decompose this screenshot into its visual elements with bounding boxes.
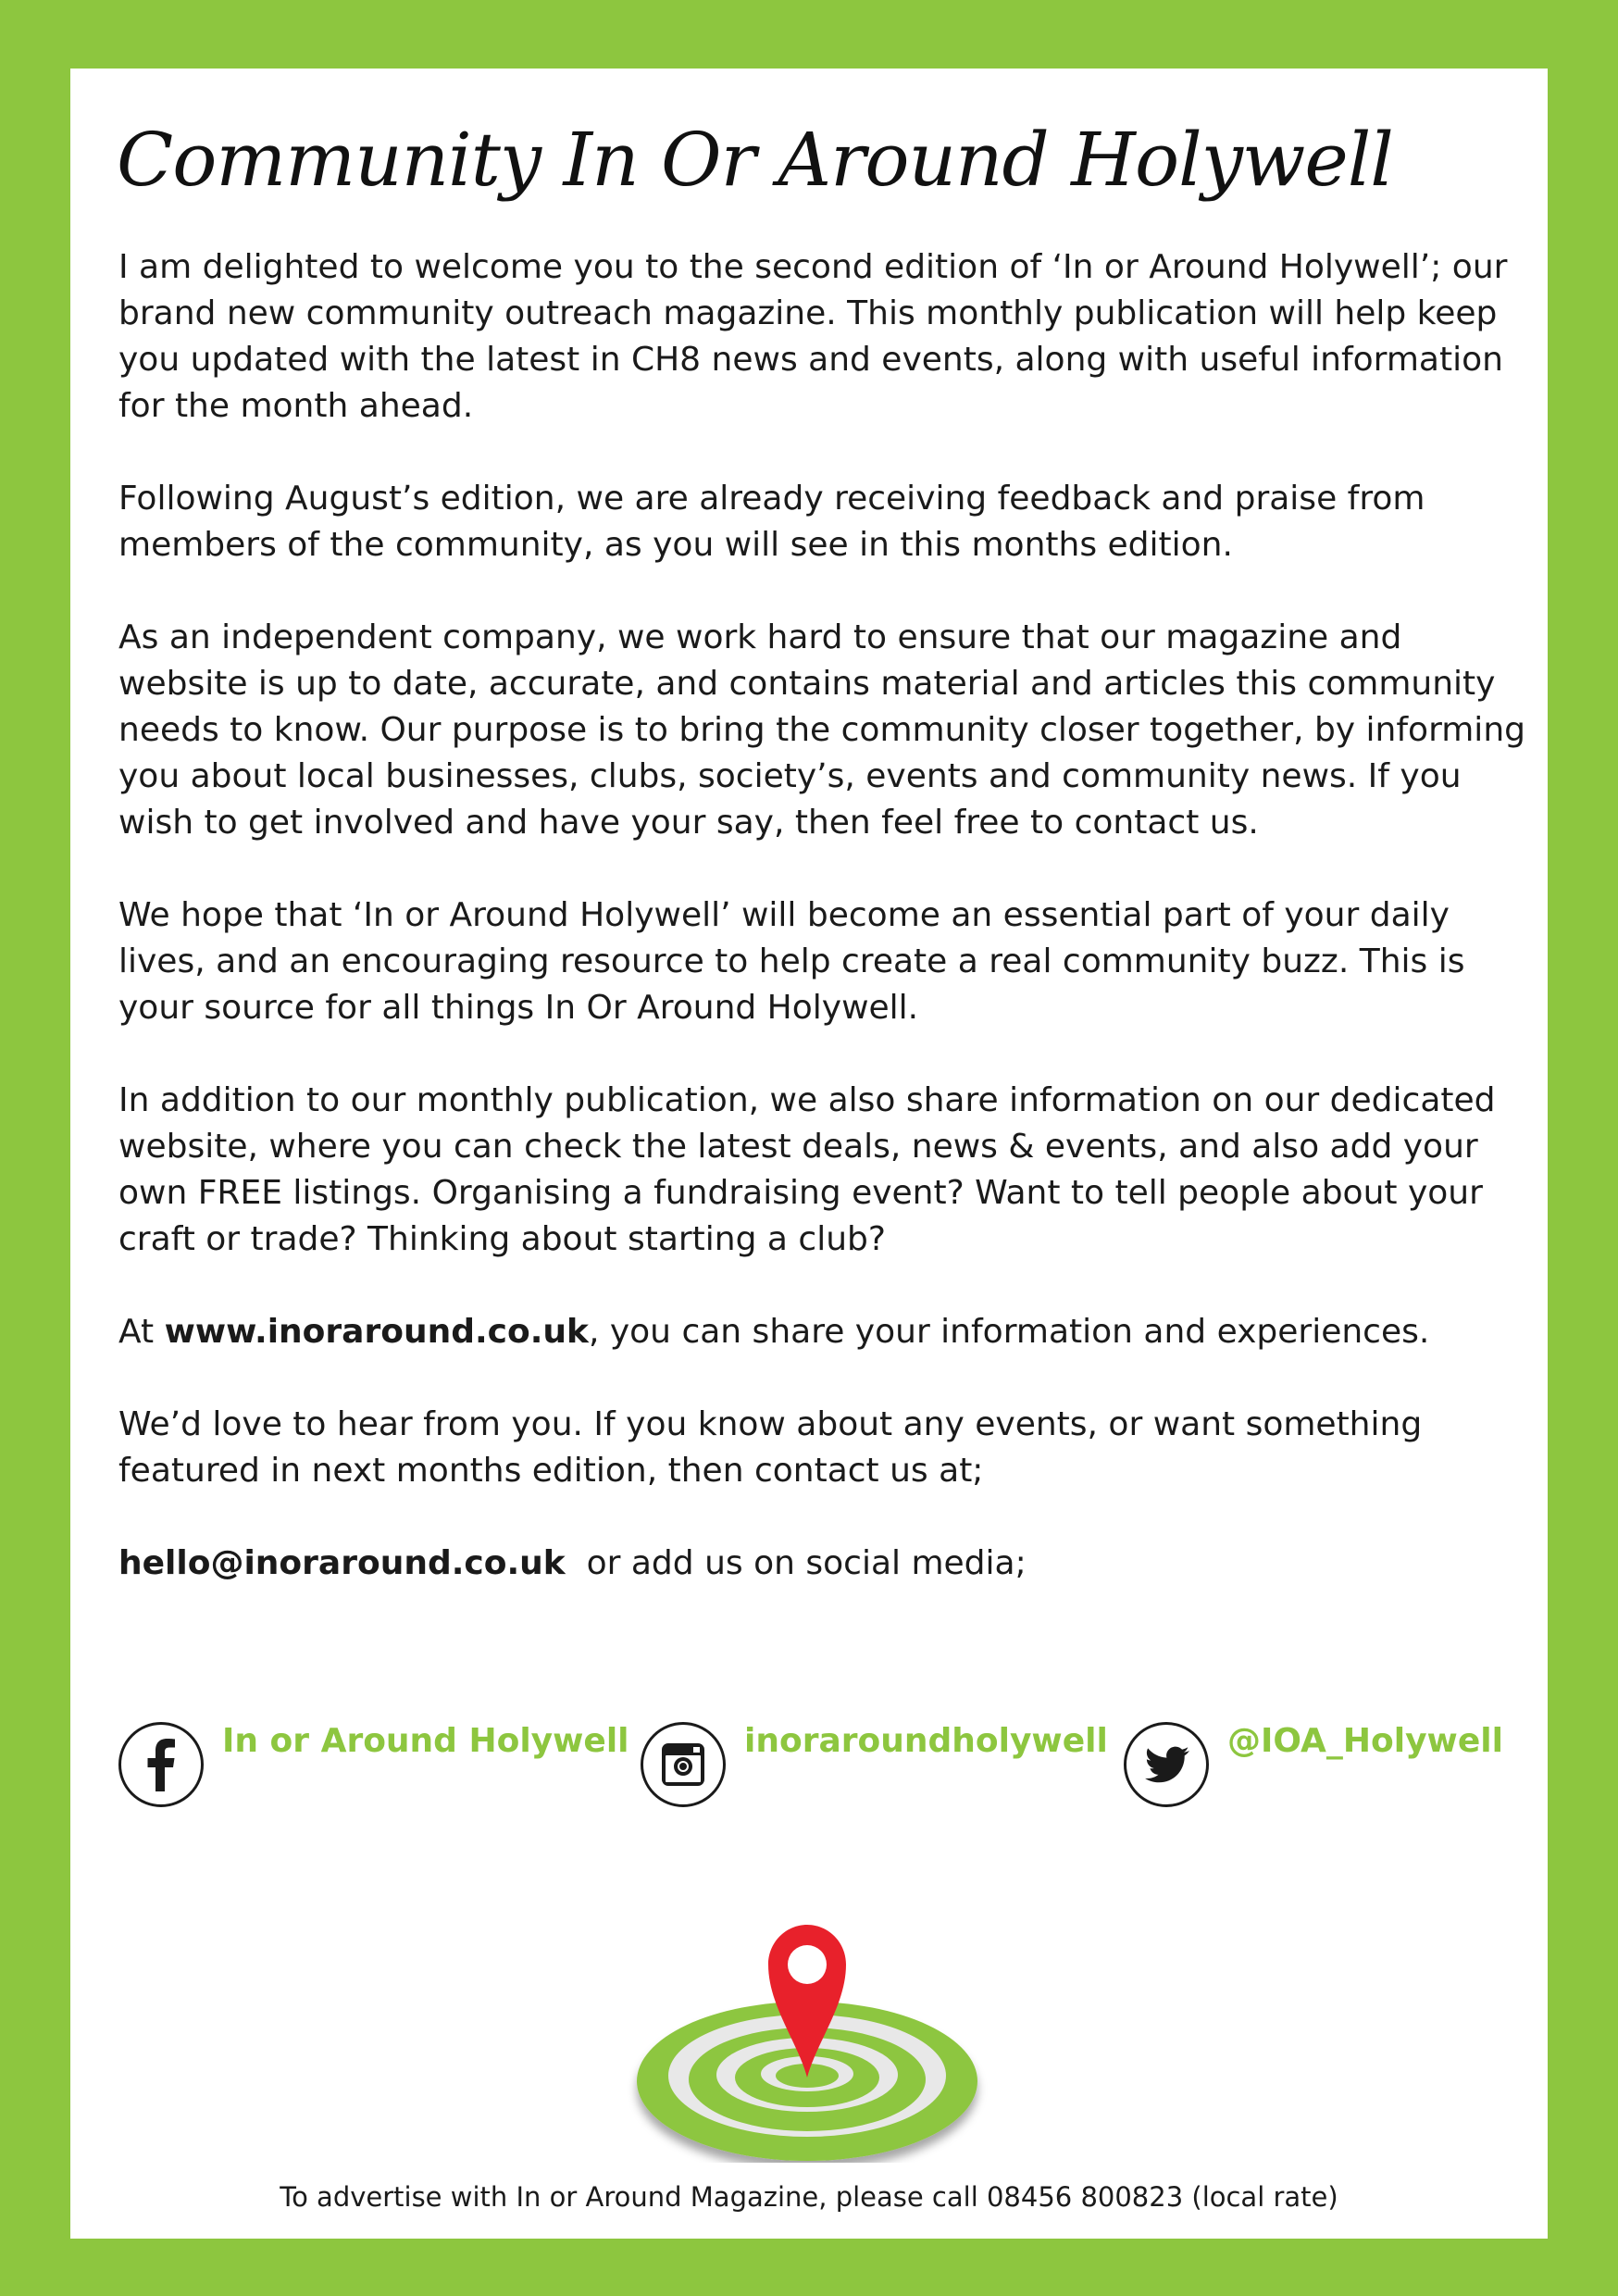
facebook-icon[interactable] [118,1722,204,1807]
page-title: Community In Or Around Holywell [117,117,1393,203]
facebook-handle[interactable]: In or Around Holywell [222,1722,629,1760]
twitter-icon[interactable] [1124,1722,1209,1807]
paragraph-purpose: As an independent company, we work hard to ensure that our magazine and website is up to date, accurate, and contains material and articles this community needs to know. Our purpose is to bring the community closer together, by informing you about local businesses, clubs, society’s, events and community news. If you wish to get involved and have your say, then feel free to contact us. [118,618,1525,842]
brand-logo [616,1866,1005,2163]
instagram-handle[interactable]: inoraroundholywell [744,1722,1108,1760]
website-prefix: At [118,1313,165,1351]
email-link[interactable]: hello@inoraround.co.uk [118,1544,566,1582]
website-link[interactable]: www.inoraround.co.uk [164,1313,589,1351]
advertise-footer: To advertise with In or Around Magazine, please call 08456 800823 (local rate) [280,2181,1338,2213]
paragraph-feedback: Following August’s edition, we are already receiving feedback and praise from members of the community, as you will see in this months edition. [118,480,1425,564]
instagram-icon[interactable] [641,1722,726,1807]
email-suffix: or add us on social media; [565,1544,1027,1582]
paragraph-website [118,1309,1535,1355]
paragraph-welcome: I am delighted to welcome you to the second edition of ‘In or Around Holywell’; our brand new community outreach magazine. This monthly publication will help keep you updated with the latest in CH8 news and events, along with useful information for the month ahead. [118,248,1508,425]
paragraph-hope: We hope that ‘In or Around Holywell’ will become an essential part of your daily lives, and an encouraging resource to help create a real community buzz. This is your source for all things In Or Around Holywell. [118,896,1465,1027]
paragraph-website-info: In addition to our monthly publication, we also share information on our dedicated website, where you can check the latest deals, news & events, and also add your own FREE listings. Organising a fundraising event? Want to tell people about your craft or trade? Thinking about starting a club? [118,1081,1496,1258]
magazine-page [70,69,1548,2239]
paragraph-contact: We’d love to hear from you. If you know about any events, or want something featured in next months edition, then contact us at; [118,1405,1423,1490]
twitter-handle[interactable]: @IOA_Holywell [1227,1722,1503,1760]
paragraph-email [118,1541,1535,1587]
website-suffix: , you can share your information and experiences. [588,1313,1430,1351]
editorial-body [118,244,1535,1587]
